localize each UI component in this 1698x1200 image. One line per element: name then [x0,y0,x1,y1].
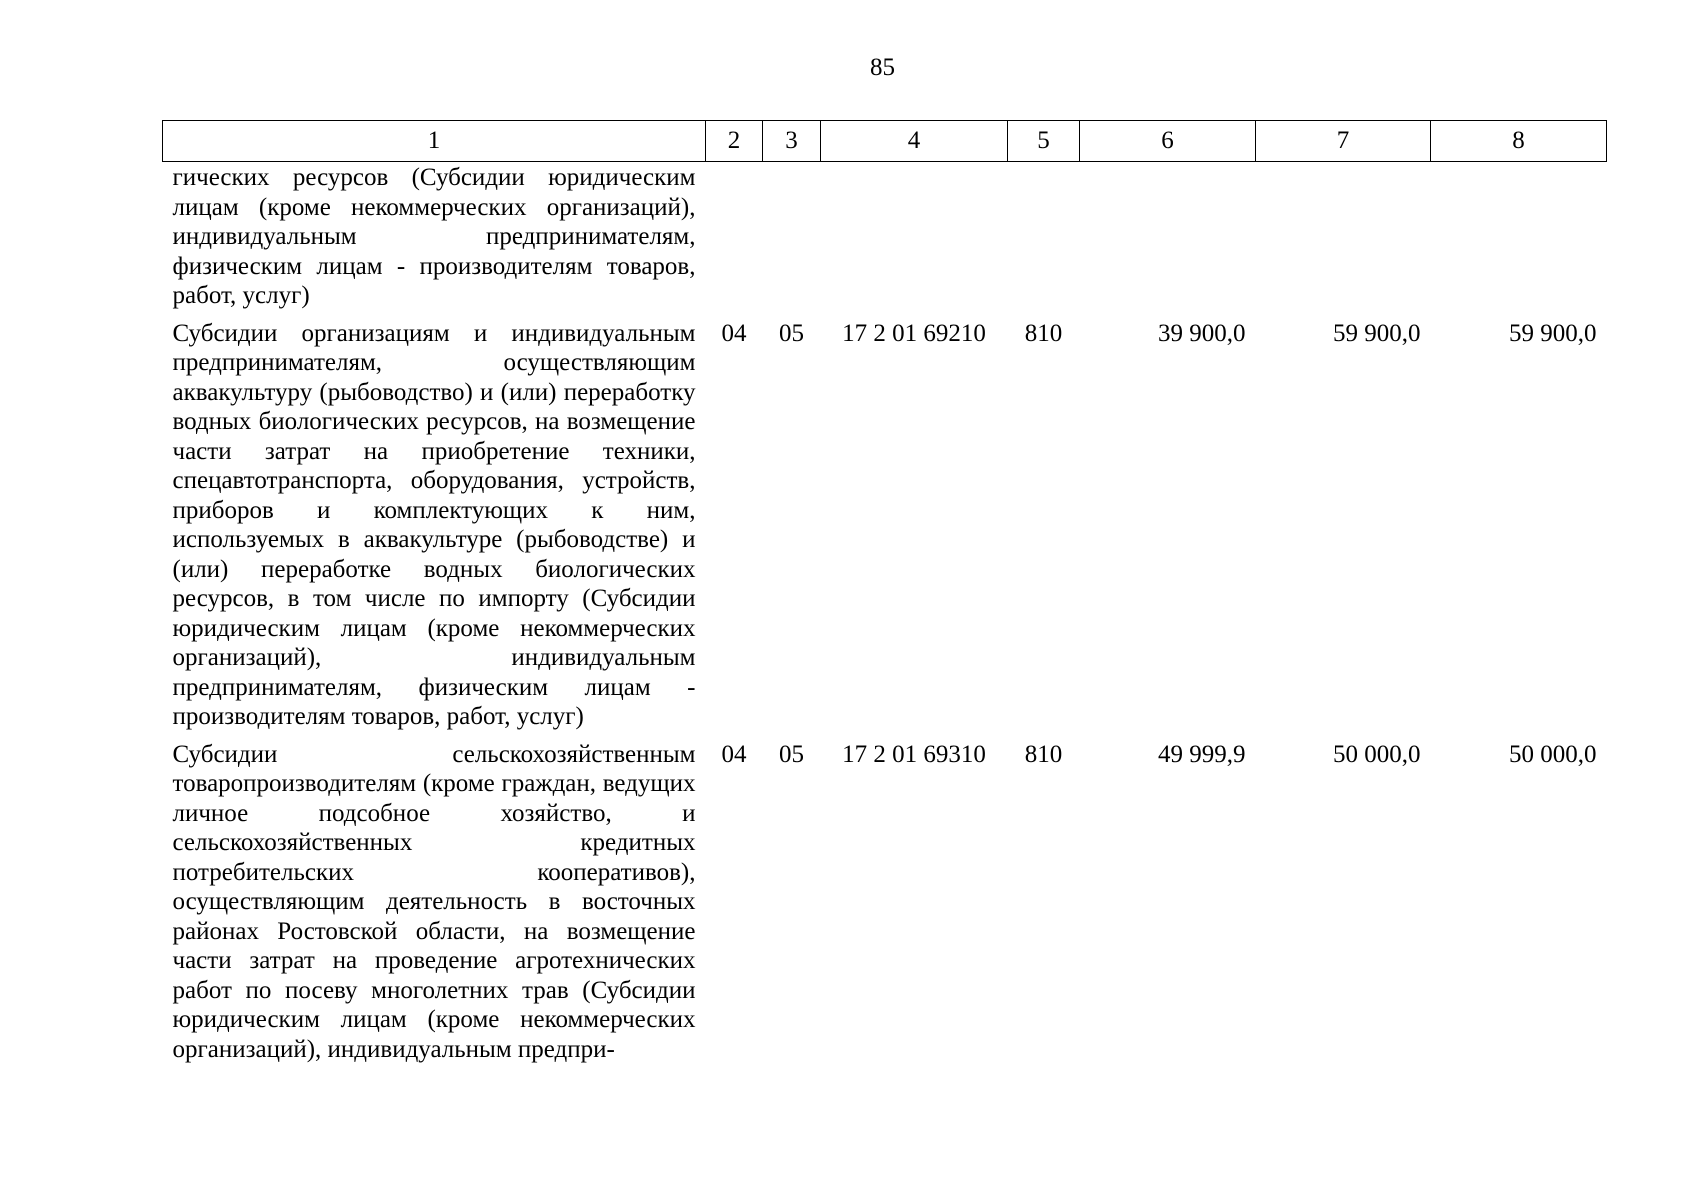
column-header-6: 6 [1080,121,1256,162]
page-number: 85 [870,54,895,81]
column-header-1: 1 [163,121,706,162]
section-code: 04 [721,740,747,768]
expense-type-code [1008,162,1080,311]
table-row [163,311,1607,732]
column-header-5: 5 [1008,121,1080,162]
header-row [163,121,1607,162]
amount-col-6: 39 900,0 [1158,319,1246,347]
table-body [163,162,1607,1065]
amount-col-6 [1080,162,1256,311]
target-article-code: 17 2 01 69210 [842,319,986,347]
column-header-8: 8 [1431,121,1607,162]
column-header-2: 2 [706,121,763,162]
column-header-4: 4 [821,121,1008,162]
subsection-code: 05 [779,740,804,768]
amount-col-6: 49 999,9 [1158,740,1246,768]
amount-col-8: 50 000,0 [1509,740,1597,768]
column-header-7: 7 [1256,121,1431,162]
subsection-code: 05 [779,319,804,347]
amount-col-7: 50 000,0 [1333,740,1421,768]
expense-type-code: 810 [1024,319,1063,347]
expense-type-code: 810 [1024,740,1063,768]
amount-col-7 [1256,162,1431,311]
section-code: 04 [721,319,747,347]
column-header-3: 3 [763,121,821,162]
amount-col-7: 59 900,0 [1333,319,1421,347]
table-header [163,121,1607,162]
row-description: гических ресурсов (Субсидии юридическим лицам (кроме некоммерческих организаций), индивидуальным предпринимателям, физическим лицам - производителям товаров, работ, услуг) [172,164,696,309]
row-description: Субсидии сельскохозяйственным товаропроизводителям (кроме граждан, ведущих личное подсобное хозяйство, и сельскохозяйственных кредитных потребительских кооперативов), осуществляющим деятельность в восточных районах Ростовской области, на возмещение части затрат на проведение агротехнических работ по посеву многолетних трав (Субсидии юридическим лицам (кроме некоммерческих организаций), индивидуальным предпри- [172,740,696,1063]
row-description: Субсидии организациям и индивидуальным предпринимателям, осуществляющим аквакультуру (рыбоводство) и (или) переработку водных биологических ресурсов, на возмещение части затрат на приобретение техники, спецавтотранспорта, оборудования, устройств, приборов и комплектующих к ним, используемых в аквакультуре (рыбоводстве) и (или) переработке водных биологических ресурсов, в том числе по импорту (Субсидии юридическим лицам (кроме некоммерческих организаций), индивидуальным предпринимателям, физическим лицам - производителям товаров, работ, услуг) [172,319,696,730]
section-code [706,162,763,311]
target-article-code: 17 2 01 69310 [842,740,986,768]
table-row [163,162,1607,311]
amount-col-8 [1431,162,1607,311]
budget-table [162,120,1607,1064]
table-row [163,732,1607,1065]
subsection-code [763,162,821,311]
target-article-code [821,162,1008,311]
amount-col-8: 59 900,0 [1509,319,1597,347]
